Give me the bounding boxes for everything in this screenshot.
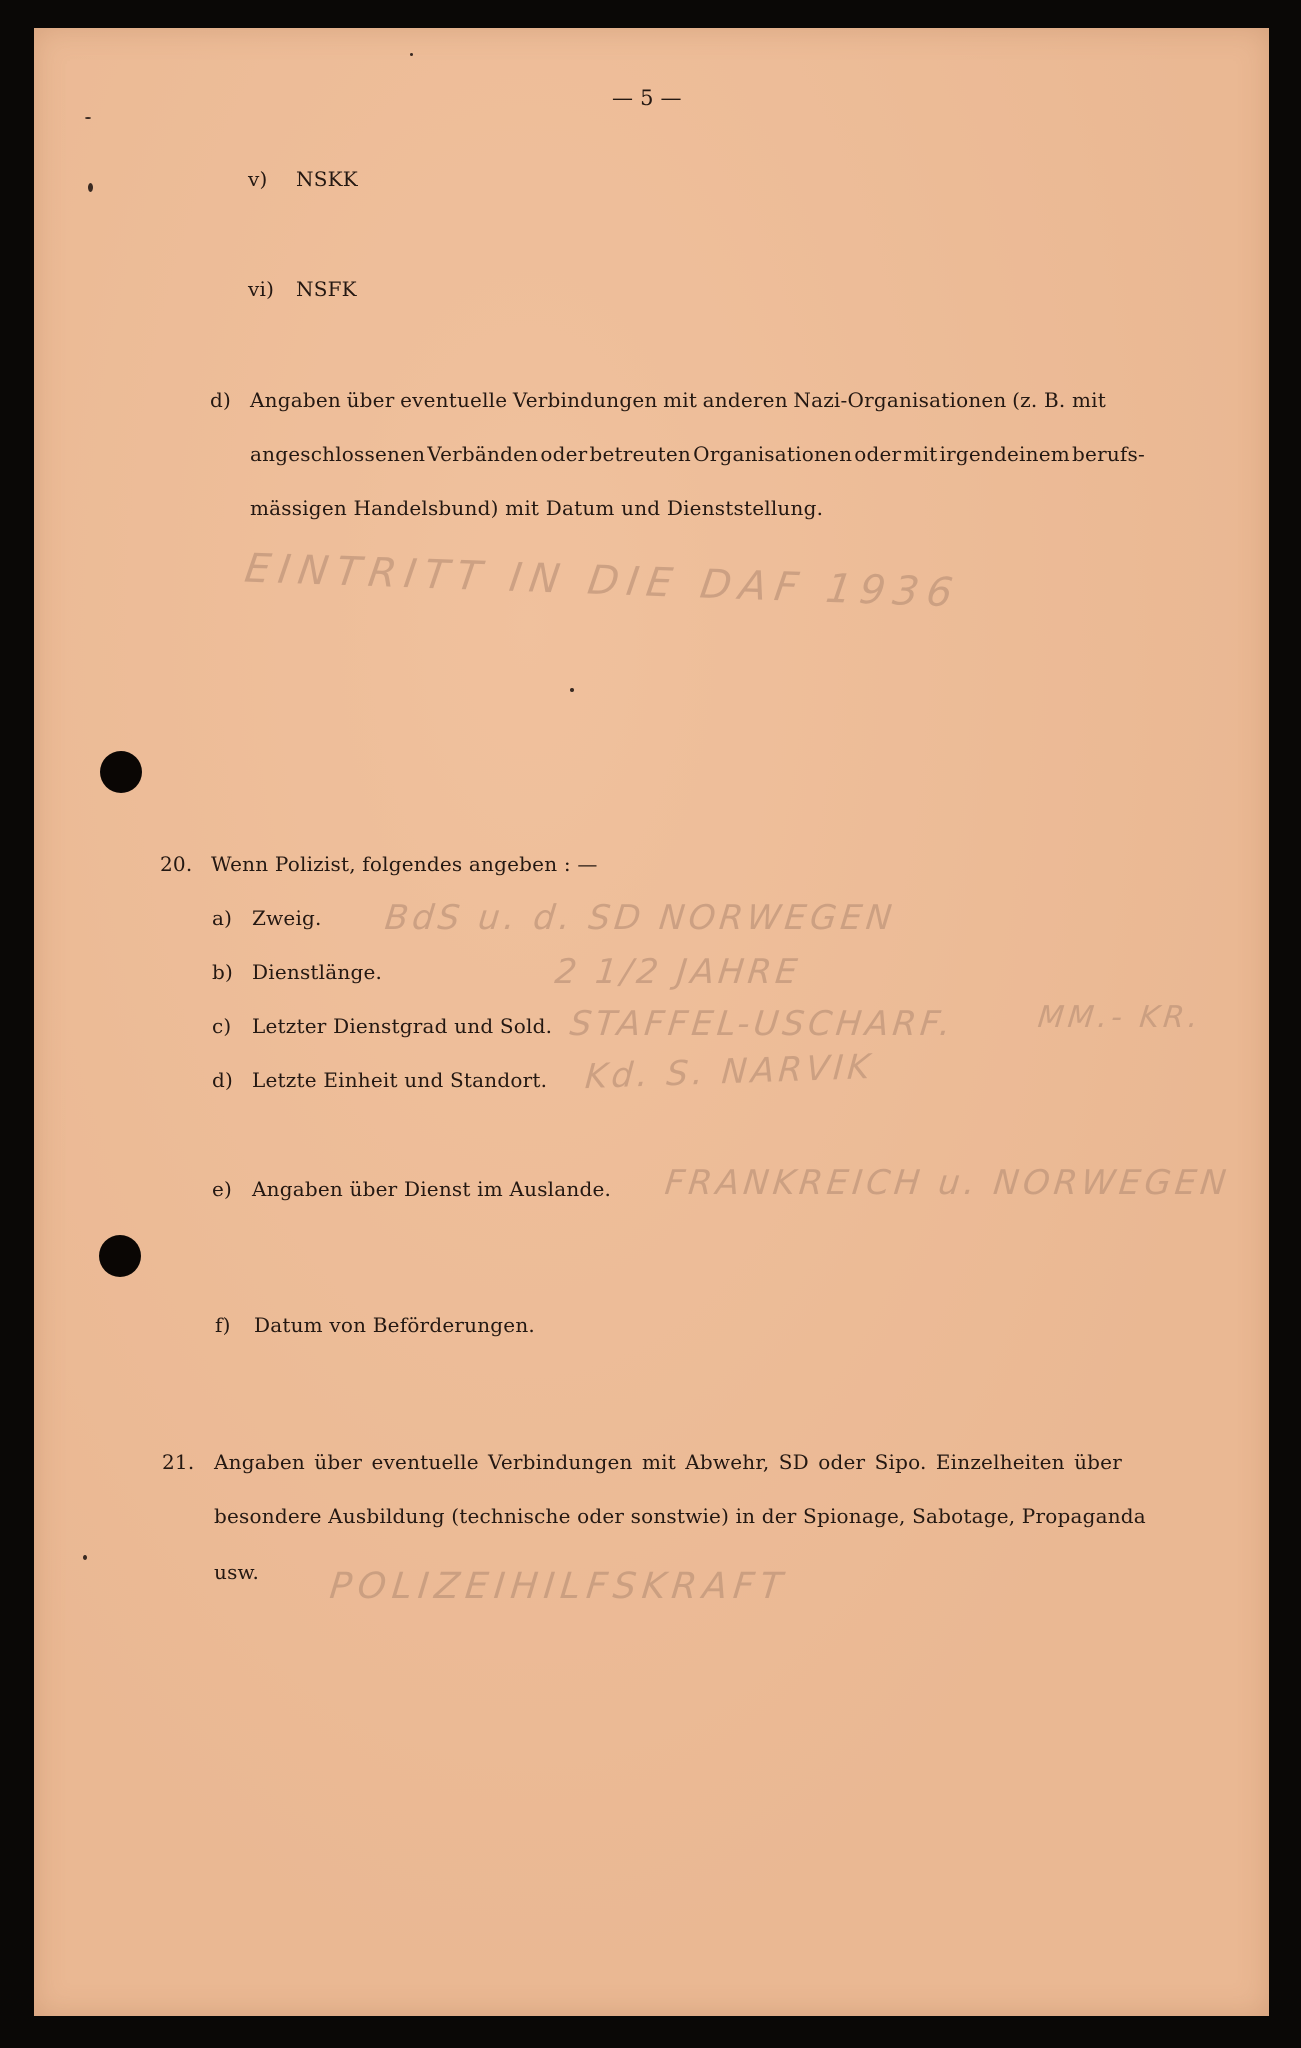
word: über: [346, 388, 395, 412]
word: irgendeinem: [939, 442, 1070, 466]
word: eventuelle: [371, 1450, 479, 1474]
word: (z. B. mit: [1012, 388, 1106, 412]
word: Spionage,: [803, 1504, 906, 1528]
word: oder: [818, 1450, 866, 1474]
question-20-a-text: Zweig.: [252, 906, 322, 930]
question-21-line-1: [214, 1450, 1122, 1474]
question-20-b-label: b): [212, 960, 234, 984]
ink-speck: [570, 688, 574, 692]
word: SD: [778, 1450, 809, 1474]
word: Angaben: [250, 388, 341, 412]
word: oder: [540, 442, 588, 466]
word: Verbindungen: [512, 388, 658, 412]
word: Ausbildung: [328, 1504, 445, 1528]
word: über: [1074, 1450, 1122, 1474]
word: angeschlossenen: [250, 442, 426, 466]
punch-hole-upper: [100, 751, 142, 793]
handwritten-answer-20e: FRANKREICH u. NORWEGEN: [662, 1163, 1232, 1203]
word: eventuelle: [400, 388, 508, 412]
word: mit: [663, 388, 698, 412]
question-21-number: 21.: [162, 1450, 195, 1474]
ink-speck: [83, 1555, 87, 1560]
word: Sipo.: [874, 1450, 927, 1474]
item-d-line-2: [250, 442, 1145, 466]
question-21-line-3: usw.: [214, 1560, 260, 1584]
word: besondere: [214, 1504, 322, 1528]
ink-speck: [88, 183, 93, 192]
handwritten-answer-21: POLIZEIHILFSKRAFT: [327, 1566, 791, 1607]
ink-speck: [410, 53, 413, 56]
word: Nazi-Organisationen: [793, 388, 1007, 412]
handwritten-answer-20d: Kd. S. NARVIK: [583, 1046, 875, 1098]
word: Angaben: [214, 1450, 305, 1474]
punch-hole-lower: [99, 1235, 141, 1277]
question-20-d-text: Letzte Einheit und Standort.: [252, 1068, 548, 1092]
item-d-line-3: mässigen Handelsbund) mit Datum und Dienststellung.: [250, 496, 824, 520]
word: betreuten: [589, 442, 692, 466]
word: Verbindungen: [488, 1450, 633, 1474]
handwritten-answer-20c-extra: MM.- KR.: [1036, 1000, 1204, 1035]
word: mit: [641, 1450, 676, 1474]
question-21-line-2: [214, 1504, 1146, 1528]
item-v-text: NSKK: [296, 167, 358, 191]
question-20-c-text: Letzter Dienstgrad und Sold.: [252, 1014, 553, 1038]
question-20-text: Wenn Polizist, folgendes angeben : —: [211, 852, 598, 876]
question-20-a-label: a): [212, 906, 233, 930]
item-d-label: d): [210, 388, 232, 412]
word: über: [314, 1450, 363, 1474]
item-vi-text: NSFK: [296, 277, 357, 301]
word: in: [735, 1504, 756, 1528]
word: (technische: [451, 1504, 571, 1528]
word: sonstwie): [630, 1504, 730, 1528]
word: oder: [577, 1504, 625, 1528]
word: Verbänden: [427, 442, 539, 466]
question-20-e-label: e): [212, 1177, 233, 1201]
word: Organisationen: [693, 442, 853, 466]
word: berufs-: [1072, 442, 1145, 466]
word: Abwehr,: [685, 1450, 770, 1474]
handwritten-answer-d: EINTRITT IN DIE DAF 1936: [241, 545, 964, 617]
word: anderen: [702, 388, 788, 412]
question-20-e-text: Angaben über Dienst im Auslande.: [252, 1177, 612, 1201]
question-20-f-text: Datum von Beförderungen.: [254, 1313, 535, 1337]
word: Einzelheiten: [935, 1450, 1065, 1474]
word: Sabotage,: [912, 1504, 1016, 1528]
question-20-f-label: f): [215, 1313, 231, 1337]
word: Propaganda: [1021, 1504, 1146, 1528]
word: mit: [903, 442, 938, 466]
question-20-c-label: c): [212, 1014, 232, 1038]
word: der: [761, 1504, 797, 1528]
handwritten-answer-20c: STAFFEL-USCHARF.: [567, 1004, 957, 1044]
page-number: — 5 —: [612, 86, 682, 110]
question-20-b-text: Dienstlänge.: [252, 960, 383, 984]
item-vi-label: vi): [248, 277, 275, 301]
question-20-number: 20.: [160, 852, 193, 876]
item-d-line-1: [250, 388, 1106, 412]
item-v-label: v): [248, 167, 268, 191]
question-20-d-label: d): [212, 1068, 234, 1092]
handwritten-answer-20a: BdS u. d. SD NORWEGEN: [382, 898, 898, 938]
ink-speck: [85, 117, 91, 119]
word: oder: [854, 442, 902, 466]
handwritten-answer-20b: 2 1/2 JAHRE: [552, 952, 804, 992]
